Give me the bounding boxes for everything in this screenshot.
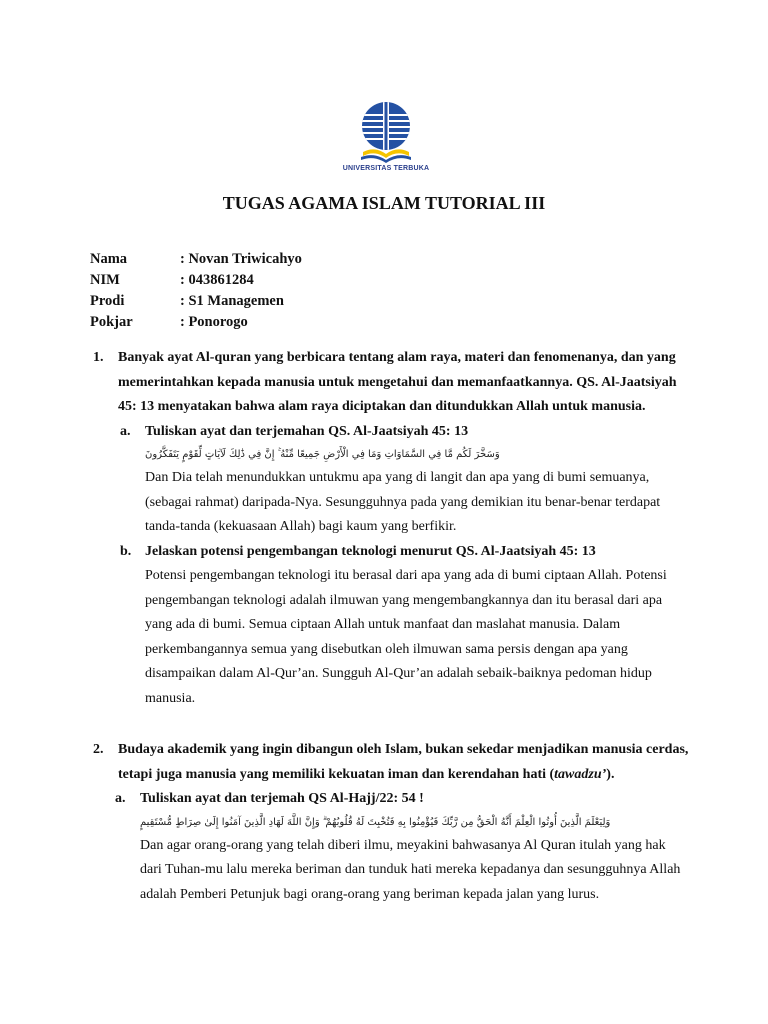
question-text-main: Budaya akademik yang ingin dibangun oleh Islam, bukan sekedar menjadikan manusia cerdas, tetapi juga manusia yang memiliki kekuatan iman dan kerendahan hati ( — [118, 742, 689, 782]
question-1b — [120, 540, 690, 712]
sub-letter: a. — [120, 423, 131, 439]
arabic-verse: وَسَخَّرَ لَكُم مَّا فِي السَّمَاوَاتِ وَمَا فِي الْأَرْضِ جَمِيعًا مِّنْهُ ۚ إِنَّ فِي ذَٰلِكَ لَآيَاتٍ لِّقَوْمٍ يَتَفَكَّرُونَ — [145, 449, 500, 460]
info-label: NIM — [90, 272, 120, 288]
question-1a — [120, 420, 690, 540]
sub-letter: a. — [115, 791, 126, 806]
info-label: Prodi — [90, 293, 125, 309]
info-row-nim — [90, 270, 302, 291]
question-text-italic: tawadzu’ — [554, 766, 607, 782]
question-number: 2. — [93, 742, 104, 757]
question-2a — [115, 787, 690, 907]
sub-question-heading: Tuliskan ayat dan terjemahan QS. Al-Jaatsiyah 45: 13 — [145, 423, 469, 439]
sub-letter: b. — [120, 543, 132, 559]
info-value: : Novan Triwicahyo — [180, 251, 302, 267]
question-text — [118, 738, 690, 787]
info-value: : Ponorogo — [180, 314, 248, 330]
info-label: Nama — [90, 251, 128, 267]
answer-text: Potensi pengembangan teknologi itu berasal dari apa yang ada di bumi ciptaan Allah. Potensi pengembangan teknologi adalah ilmuwan yang mengembangkannya dan itu berasal dari apa yang ada di bumi. Semua ciptaan Allah untuk manfaat dan maslahat manusia. Dalam perkembangannya semua yang disebutkan oleh ilmuwan sama persis dengan apa yang disampaikan dalam Al-Qur’an. Sungguh Al-Qur’an adalah sebaik-baiknya pedoman hidup manusia. — [145, 568, 667, 706]
sub-question-heading: Jelaskan potensi pengembangan teknologi menurut QS. Al-Jaatsiyah 45: 13 — [145, 543, 596, 559]
question-1 — [90, 346, 690, 711]
info-row-nama — [90, 249, 302, 270]
logo-caption: UNIVERSITAS TERBUKA — [342, 165, 430, 172]
info-value: : 043861284 — [180, 272, 254, 288]
question-number: 1. — [93, 350, 104, 365]
info-value: : S1 Managemen — [180, 293, 284, 309]
translation-text: Dan Dia telah menundukkan untukmu apa yang di langit dan apa yang di bumi semuanya, (sebagai rahmat) daripada-Nya. Sesungguhnya pada yang demikian itu benar-benar terdapat tanda-tanda (kekuasaan Allah) bagi kaum yang berfikir. — [145, 470, 661, 534]
info-label: Pokjar — [90, 314, 133, 330]
sub-question-heading: Tuliskan ayat dan terjemah QS Al-Hajj/22: 54 ! — [140, 791, 424, 806]
question-text-end: ). — [606, 766, 615, 782]
translation-text: Dan agar orang-orang yang telah diberi ilmu, meyakini bahwasanya Al Quran itulah yang hak dari Tuhan-mu lalu mereka beriman dan tunduk hati mereka kepadanya dan sesungguhnya Allah adalah Pemberi Petunjuk bagi orang-orang yang beriman kepada jalan yang lurus. — [140, 837, 681, 902]
question-text: Banyak ayat Al-quran yang berbicara tentang alam raya, materi dan fenomenanya, dan yang memerintahkan kepada manusia untuk mengetahui dan memanfaatkannya. QS. Al-Jaatsiyah 45: 13 menyatakan bahwa alam raya diciptakan dan ditundukkan Allah untuk manusia. — [118, 350, 677, 414]
info-row-pokjar — [90, 312, 302, 333]
info-row-prodi — [90, 291, 302, 312]
page-title: TUGAS AGAMA ISLAM TUTORIAL III — [222, 193, 546, 213]
arabic-verse: وَلِيَعْلَمَ الَّذِينَ أُوتُوا الْعِلْمَ أَنَّهُ الْحَقُّ مِن رَّبِّكَ فَيُؤْمِنُوا بِهِ فَتُخْبِتَ لَهُ قُلُوبُهُمْ ۗ وَإِنَّ اللَّهَ لَهَادِ الَّذِينَ آمَنُوا إِلَىٰ صِرَاطٍ مُّسْتَقِيمٍ — [140, 816, 611, 828]
student-info — [90, 249, 302, 333]
question-2 — [90, 738, 690, 907]
